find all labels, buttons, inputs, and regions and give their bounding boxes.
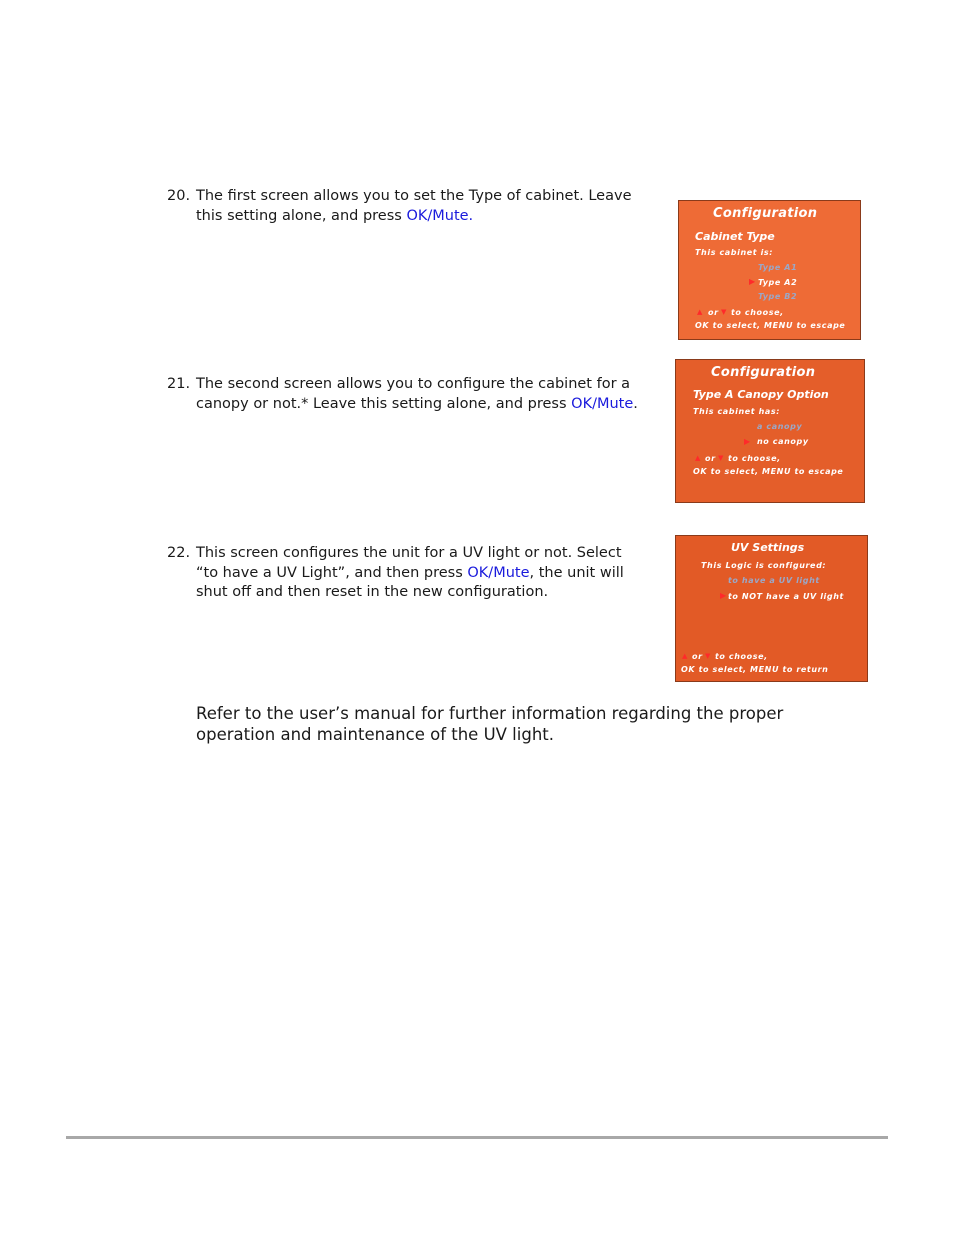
ok-mute-link: OK/Mute	[571, 395, 634, 412]
canopy-option-screen: Configuration Type A Canopy Option This cabinet has: a canopy ▶ no canopy ▲ or ▼ to choose, OK to select, MENU to escape	[675, 359, 865, 503]
ok-mute-link: OK/Mute	[467, 564, 530, 581]
step-text: The second screen allows you to configure the cabinet for a canopy or not.* Leave this setting alone, and press OK/Mute.	[196, 376, 638, 412]
up-arrow-icon: ▲	[695, 454, 701, 462]
screen-prompt: This cabinet is:	[695, 248, 774, 257]
down-arrow-icon: ▼	[705, 652, 711, 660]
footer-divider	[66, 1136, 888, 1139]
step-number: 21.	[167, 376, 191, 392]
screen-subtitle: Type A Canopy Option	[693, 388, 829, 401]
option-type-a2: Type A2	[758, 278, 798, 287]
up-arrow-icon: ▲	[697, 308, 703, 316]
screen-help: OK to select, MENU to escape	[695, 321, 846, 330]
uv-settings-screen: UV Settings This Logic is configured: to have a UV light ▶ to NOT have a UV light ▲ or ▼ to choose, OK to select, MENU to return	[675, 535, 868, 682]
option-no-canopy: no canopy	[757, 437, 809, 446]
screen-title: Configuration	[713, 206, 818, 221]
screen-title: UV Settings	[731, 541, 805, 554]
screen-prompt: This cabinet has:	[693, 407, 781, 416]
down-arrow-icon: ▼	[718, 454, 724, 462]
up-arrow-icon: ▲	[682, 652, 688, 660]
ok-mute-link: OK/Mute.	[406, 207, 474, 224]
cabinet-type-screen: Configuration Cabinet Type This cabinet is: Type A1 ▶ Type A2 Type B2 ▲ or ▼ to choose, OK to select, MENU to escape	[678, 200, 861, 340]
option-have-uv-light: to have a UV light	[728, 576, 820, 585]
step-number: 20.	[167, 188, 191, 204]
screen-prompt: This Logic is configured:	[701, 561, 827, 570]
option-type-a1: Type A1	[758, 263, 798, 272]
screen-subtitle: Cabinet Type	[695, 230, 775, 243]
step-21	[167, 375, 647, 414]
step-number: 22.	[167, 545, 191, 561]
step-text: This screen configures the unit for a UV light or not. Select “to have a UV Light”, and then press OK/Mute, the unit will shut off and then reset in the new configuration.	[196, 545, 624, 600]
screen-help: OK to select, MENU to return	[681, 665, 829, 674]
screen-title: Configuration	[711, 365, 816, 380]
down-arrow-icon: ▼	[721, 308, 727, 316]
option-a-canopy: a canopy	[757, 422, 803, 431]
step-text: The first screen allows you to set the Type of cabinet. Leave this setting alone, and press OK/Mute.	[196, 188, 632, 224]
screen-help: OK to select, MENU to escape	[693, 467, 844, 476]
uv-light-note: Refer to the user’s manual for further information regarding the proper operation and maintenance of the UV light.	[196, 704, 784, 744]
option-not-have-uv-light: to NOT have a UV light	[728, 592, 844, 601]
selection-arrow-icon: ▶	[720, 591, 727, 600]
option-type-b2: Type B2	[758, 292, 798, 301]
step-22	[167, 544, 647, 603]
step-20	[167, 187, 647, 226]
selection-arrow-icon: ▶	[749, 277, 756, 286]
selection-arrow-icon: ▶	[744, 437, 751, 446]
